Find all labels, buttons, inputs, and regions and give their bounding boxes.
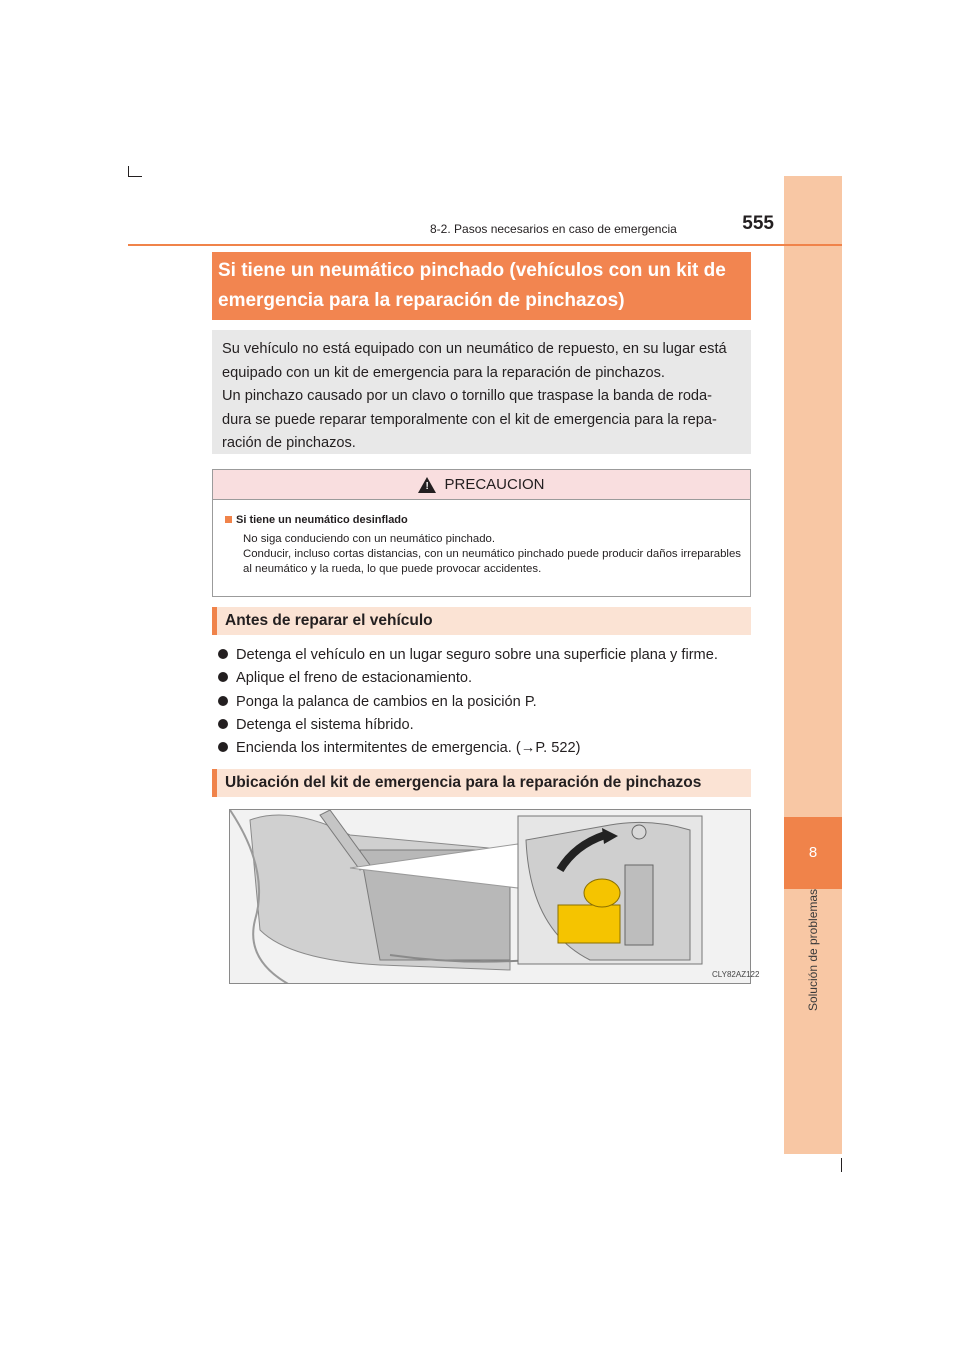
- bullet-icon: [218, 672, 228, 682]
- list-item-text: Detenga el sistema híbrido.: [236, 716, 414, 733]
- caution-paragraph-1: No siga conduciendo con un neumático pinchado.: [243, 533, 496, 545]
- list-item: [218, 667, 758, 690]
- figure-code: CLY82AZ122: [712, 970, 760, 979]
- kit-location-heading: Ubicación del kit de emergencia para la reparación de pinchazos: [212, 769, 751, 797]
- caution-body: [243, 532, 741, 577]
- header-rule: [128, 244, 842, 246]
- bullet-icon: [218, 696, 228, 706]
- caution-paragraph-2: Conducir, incluso cortas distancias, con un neumático pinchado puede producir daños irreparables al neumático y la rueda, lo que puede provocar accidentes.: [243, 548, 741, 575]
- page-title-line2: emergencia para la reparación de pinchazos): [218, 290, 625, 311]
- page-title: [212, 252, 751, 320]
- list-item-text: Detenga el vehículo en un lugar seguro sobre una superficie plana y firme.: [236, 647, 718, 663]
- trunk-drawing: [230, 810, 751, 984]
- caution-box: [212, 469, 751, 597]
- list-item: [218, 644, 758, 667]
- square-bullet-icon: [225, 516, 232, 523]
- trunk-illustration: [229, 809, 751, 984]
- chapter-number: 8: [784, 817, 842, 889]
- caution-subtitle-text: Si tiene un neumático desinflado: [236, 514, 408, 526]
- page-number: 555: [742, 213, 774, 234]
- crop-mark: [128, 166, 129, 176]
- caution-title: PRECAUCION: [444, 476, 545, 493]
- before-repair-list: [218, 644, 758, 760]
- list-item: [218, 714, 758, 737]
- list-item-text: Ponga la palanca de cambios en la posición P.: [236, 693, 537, 710]
- caution-header: [213, 470, 750, 500]
- intro-paragraph-1: Su vehículo no está equipado con un neumático de repuesto, en su lugar está equipado con un kit de emergencia para la reparación de pinchazos.: [222, 341, 727, 381]
- chapter-label-text: Solución de problemas: [806, 888, 821, 1012]
- list-item: [218, 737, 758, 760]
- intro-box: [212, 330, 751, 454]
- crop-mark: [128, 176, 142, 177]
- caution-subtitle: [225, 514, 408, 526]
- list-item: [218, 691, 758, 714]
- list-item-text: Encienda los intermitentes de emergencia. (→P. 522): [236, 740, 581, 757]
- bullet-icon: [218, 742, 228, 752]
- section-header: 8-2. Pasos necesarios en caso de emergencia: [430, 222, 677, 236]
- chapter-label: [800, 860, 826, 1012]
- bullet-icon: [218, 719, 228, 729]
- intro-paragraph-2: Un pinchazo causado por un clavo o tornillo que traspase la banda de roda-dura se puede reparar temporalmente con el kit de emergencia para la repa-ración de pinchazos.: [222, 388, 717, 451]
- page-title-line1: Si tiene un neumático pinchado (vehículos con un kit de: [218, 260, 726, 281]
- crop-mark: [841, 1158, 842, 1172]
- list-item-text: Aplique el freno de estacionamiento.: [236, 670, 473, 687]
- bullet-icon: [218, 649, 228, 659]
- warning-icon: !: [418, 477, 436, 493]
- before-repair-heading: Antes de reparar el vehículo: [212, 607, 751, 635]
